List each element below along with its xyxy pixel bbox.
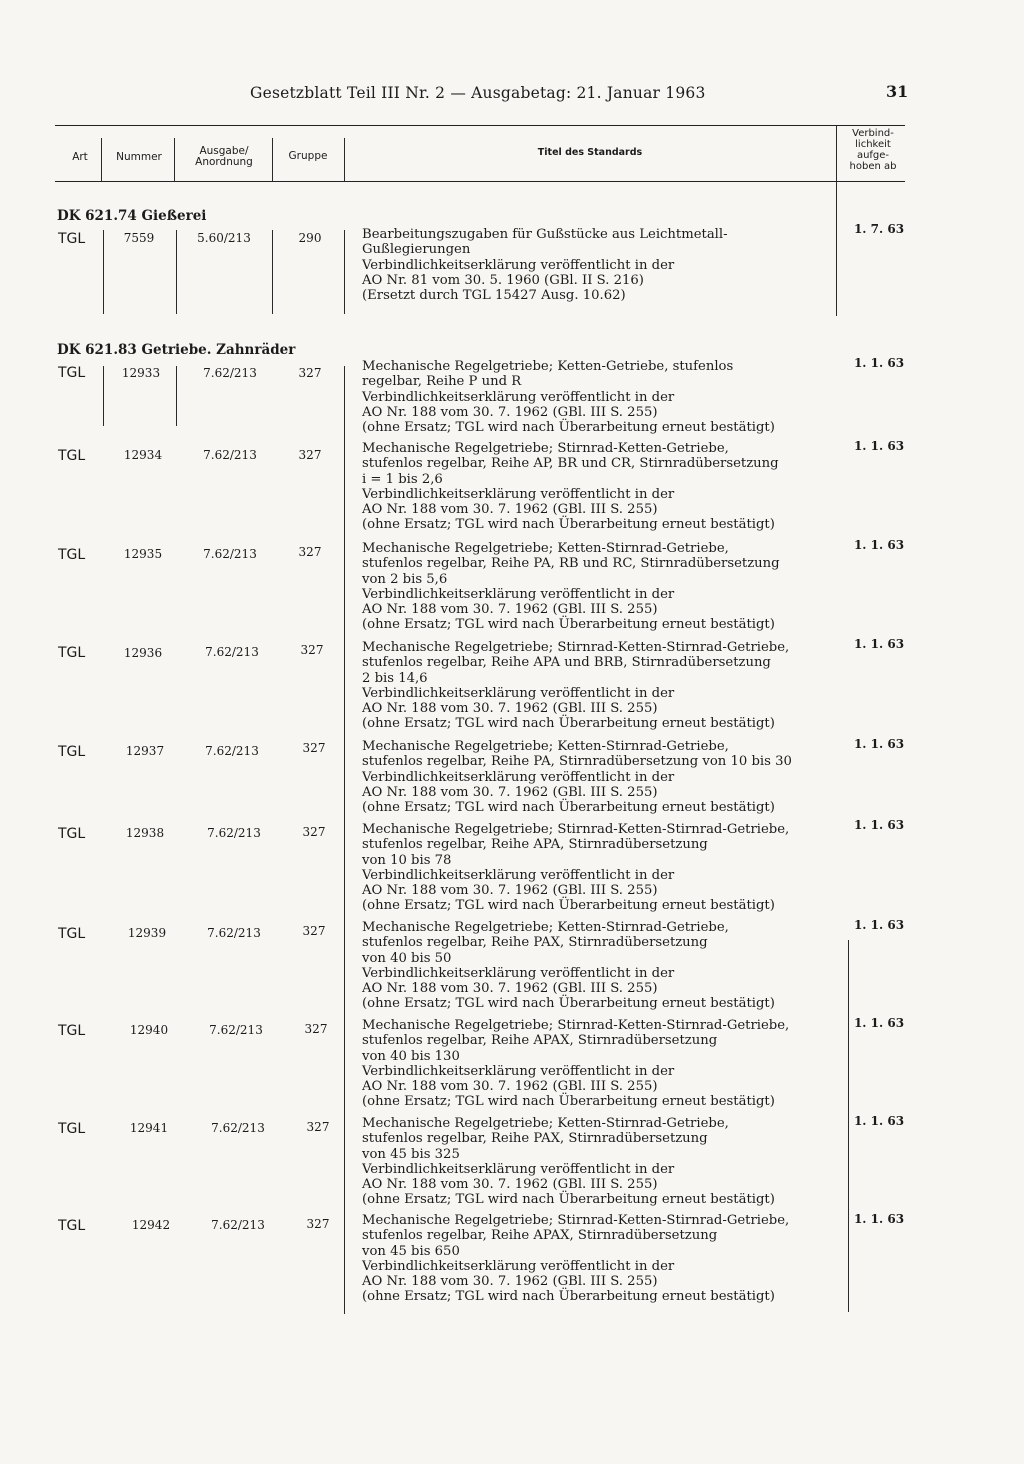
titel-line: Verbindlichkeitserklärung veröffentlicht in der	[362, 486, 675, 502]
cell-gruppe: 327	[302, 825, 326, 839]
titel-line: 2 bis 14,6	[362, 670, 428, 686]
cell-verbindlichkeit: 1. 1. 63	[853, 637, 905, 651]
cell-ausgabe: 7.62/213	[207, 926, 261, 940]
cell-titel	[362, 227, 840, 303]
titel-line: AO Nr. 188 vom 30. 7. 1962 (GBl. III S. 255)	[362, 1079, 658, 1095]
cell-gruppe: 327	[302, 924, 326, 938]
titel-line: von 2 bis 5,6	[362, 571, 448, 587]
titel-line: AO Nr. 188 vom 30. 7. 1962 (GBl. III S. 255)	[362, 1274, 658, 1290]
titel-line: (ohne Ersatz; TGL wird nach Überarbeitung erneut bestätigt)	[362, 1289, 775, 1305]
header-ausgabe	[178, 146, 270, 168]
titel-line: Verbindlichkeitserklärung veröffentlicht in der	[362, 1063, 675, 1079]
cell-verbindlichkeit: 1. 1. 63	[853, 737, 905, 751]
cell-art: TGL	[58, 744, 86, 760]
cell-titel	[362, 640, 840, 732]
cell-ausgabe: 5.60/213	[197, 231, 251, 245]
cell-art: TGL	[58, 826, 86, 842]
header-nummer: Nummer	[116, 151, 162, 163]
header-divider	[344, 138, 345, 181]
cell-titel	[362, 822, 840, 914]
titel-line: Mechanische Regelgetriebe; Stirnrad-Ketten-Stirnrad-Getriebe,	[362, 1018, 790, 1033]
titel-line: stufenlos regelbar, Reihe AP, BR und CR, Stirnradübersetzung	[362, 456, 779, 472]
cell-verbindlichkeit: 1. 7. 63	[853, 222, 905, 236]
column-divider	[176, 366, 177, 426]
cell-ausgabe: 7.62/213	[207, 826, 261, 840]
cell-art: TGL	[58, 645, 86, 661]
cell-nummer: 12934	[123, 448, 163, 462]
cell-titel	[362, 1018, 840, 1110]
titel-line: Bearbeitungszugaben für Gußstücke aus Leichtmetall-	[362, 227, 728, 242]
cell-gruppe: 327	[298, 448, 322, 462]
titel-line: Gußlegierungen	[362, 242, 471, 258]
titel-line: Mechanische Regelgetriebe; Ketten-Stirnrad-Getriebe,	[362, 1116, 729, 1131]
titel-line: von 40 bis 50	[362, 950, 452, 966]
cell-art: TGL	[58, 365, 86, 381]
table-top-rule	[55, 125, 905, 126]
titel-line: Verbindlichkeitserklärung veröffentlicht in der	[362, 257, 675, 273]
header-verbindlichkeit	[838, 128, 908, 172]
cell-ausgabe: 7.62/213	[205, 744, 259, 758]
cell-art: TGL	[58, 926, 86, 942]
titel-line: Mechanische Regelgetriebe; Stirnrad-Ketten-Stirnrad-Getriebe,	[362, 1213, 790, 1228]
column-divider	[344, 366, 345, 1314]
header-title: Gesetzblatt Teil III Nr. 2 — Ausgabetag: 21. Januar 1963	[250, 84, 706, 102]
cell-verbindlichkeit: 1. 1. 63	[853, 1114, 905, 1128]
titel-line: Verbindlichkeitserklärung veröffentlicht in der	[362, 586, 675, 602]
cell-ausgabe: 7.62/213	[209, 1023, 263, 1037]
titel-line: stufenlos regelbar, Reihe PA, RB und RC, Stirnradübersetzung	[362, 556, 780, 572]
cell-ausgabe: 7.62/213	[203, 547, 257, 561]
cell-gruppe: 327	[306, 1217, 330, 1231]
cell-verbindlichkeit: 1. 1. 63	[853, 918, 905, 932]
column-divider	[103, 230, 104, 314]
cell-gruppe: 327	[302, 741, 326, 755]
titel-line: von 45 bis 650	[362, 1243, 460, 1259]
titel-line: Mechanische Regelgetriebe; Ketten-Getriebe, stufenlos	[362, 359, 734, 374]
titel-line: Mechanische Regelgetriebe; Stirnrad-Ketten-Stirnrad-Getriebe,	[362, 640, 790, 655]
cell-titel	[362, 1213, 840, 1305]
titel-line: Verbindlichkeitserklärung veröffentlicht in der	[362, 389, 675, 405]
cell-art: TGL	[58, 547, 86, 563]
titel-line: AO Nr. 188 vom 30. 7. 1962 (GBl. III S. 255)	[362, 784, 658, 800]
cell-nummer: 12937	[125, 744, 165, 758]
titel-line: (ohne Ersatz; TGL wird nach Überarbeitung erneut bestätigt)	[362, 617, 775, 633]
titel-line: regelbar, Reihe P und R	[362, 374, 522, 390]
cell-nummer: 12940	[129, 1023, 169, 1037]
header-titel: Titel des Standards	[537, 147, 643, 158]
cell-gruppe: 327	[304, 1022, 328, 1036]
titel-line: AO Nr. 188 vom 30. 7. 1962 (GBl. III S. 255)	[362, 1177, 658, 1193]
titel-line: AO Nr. 188 vom 30. 7. 1962 (GBl. III S. 255)	[362, 883, 658, 899]
titel-line: stufenlos regelbar, Reihe PAX, Stirnradübersetzung	[362, 1131, 708, 1147]
cell-art: TGL	[58, 1121, 86, 1137]
titel-line: Mechanische Regelgetriebe; Stirnrad-Ketten-Stirnrad-Getriebe,	[362, 822, 790, 837]
header-verb-line1: Verbind-	[852, 128, 894, 139]
cell-gruppe: 327	[300, 643, 324, 657]
header-ausgabe-line2: Anordnung	[195, 156, 253, 168]
titel-line: (ohne Ersatz; TGL wird nach Überarbeitung erneut bestätigt)	[362, 996, 775, 1012]
titel-line: (ohne Ersatz; TGL wird nach Überarbeitung erneut bestätigt)	[362, 898, 775, 914]
cell-verbindlichkeit: 1. 1. 63	[853, 1016, 905, 1030]
header-verb-line2: lichkeit	[855, 139, 891, 150]
cell-gruppe: 290	[298, 231, 322, 245]
titel-line: Verbindlichkeitserklärung veröffentlicht in der	[362, 867, 675, 883]
titel-line: Mechanische Regelgetriebe; Ketten-Stirnrad-Getriebe,	[362, 920, 729, 935]
titel-line: Verbindlichkeitserklärung veröffentlicht in der	[362, 965, 675, 981]
titel-line: Verbindlichkeitserklärung veröffentlicht in der	[362, 1258, 675, 1274]
cell-verbindlichkeit: 1. 1. 63	[853, 1212, 905, 1226]
titel-line: Verbindlichkeitserklärung veröffentlicht in der	[362, 1161, 675, 1177]
titel-line: Mechanische Regelgetriebe; Stirnrad-Ketten-Getriebe,	[362, 441, 729, 456]
titel-line: stufenlos regelbar, Reihe APAX, Stirnradübersetzung	[362, 1033, 718, 1049]
cell-titel	[362, 541, 840, 633]
header-art: Art	[72, 151, 88, 163]
titel-line: Verbindlichkeitserklärung veröffentlicht in der	[362, 769, 675, 785]
titel-line: stufenlos regelbar, Reihe APA und BRB, Stirnradübersetzung	[362, 655, 771, 671]
titel-line: Mechanische Regelgetriebe; Ketten-Stirnrad-Getriebe,	[362, 739, 729, 754]
titel-line: AO Nr. 188 vom 30. 7. 1962 (GBl. III S. 255)	[362, 404, 658, 420]
cell-nummer: 12941	[129, 1121, 169, 1135]
cell-nummer: 7559	[123, 231, 155, 245]
header-gruppe: Gruppe	[288, 150, 328, 162]
header-divider	[101, 138, 102, 181]
titel-line: AO Nr. 188 vom 30. 7. 1962 (GBl. III S. 255)	[362, 701, 658, 717]
titel-line: Verbindlichkeitserklärung veröffentlicht in der	[362, 685, 675, 701]
cell-nummer: 12942	[131, 1218, 171, 1232]
titel-line: von 45 bis 325	[362, 1146, 460, 1162]
cell-art: TGL	[58, 1218, 86, 1234]
cell-titel	[362, 441, 840, 533]
header-verb-line3: aufge-	[856, 150, 890, 161]
header-ausgabe-line1: Ausgabe/	[199, 145, 249, 157]
cell-verbindlichkeit: 1. 1. 63	[853, 818, 905, 832]
titel-line: (ohne Ersatz; TGL wird nach Überarbeitung erneut bestätigt)	[362, 1094, 775, 1110]
cell-ausgabe: 7.62/213	[211, 1218, 265, 1232]
cell-ausgabe: 7.62/213	[203, 366, 257, 380]
titel-line: (ohne Ersatz; TGL wird nach Überarbeitung erneut bestätigt)	[362, 800, 775, 816]
column-divider	[103, 366, 104, 426]
cell-art: TGL	[58, 1023, 86, 1039]
cell-verbindlichkeit: 1. 1. 63	[853, 356, 905, 370]
cell-titel	[362, 920, 840, 1012]
cell-nummer: 12933	[121, 366, 161, 380]
column-divider	[272, 230, 273, 314]
table-header-rule	[55, 181, 905, 182]
titel-line: AO Nr. 188 vom 30. 7. 1962 (GBl. III S. 255)	[362, 502, 658, 518]
titel-line: AO Nr. 188 vom 30. 7. 1962 (GBl. III S. 255)	[362, 602, 658, 618]
titel-line: stufenlos regelbar, Reihe PA, Stirnradübersetzung von 10 bis 30	[362, 754, 792, 770]
titel-line: von 40 bis 130	[362, 1048, 460, 1064]
titel-line: von 10 bis 78	[362, 852, 452, 868]
cell-nummer: 12935	[123, 547, 163, 561]
titel-line: i = 1 bis 2,6	[362, 471, 443, 487]
titel-line: (ohne Ersatz; TGL wird nach Überarbeitung erneut bestätigt)	[362, 716, 775, 732]
titel-line: Mechanische Regelgetriebe; Ketten-Stirnrad-Getriebe,	[362, 541, 729, 556]
titel-line: (Ersetzt durch TGL 15427 Ausg. 10.62)	[362, 288, 626, 304]
section-title: DK 621.74 Gießerei	[57, 208, 207, 224]
titel-line: (ohne Ersatz; TGL wird nach Überarbeitung erneut bestätigt)	[362, 517, 775, 533]
titel-line: (ohne Ersatz; TGL wird nach Überarbeitung erneut bestätigt)	[362, 420, 775, 436]
titel-line: stufenlos regelbar, Reihe APA, Stirnradübersetzung	[362, 837, 708, 853]
cell-nummer: 12938	[125, 826, 165, 840]
cell-art: TGL	[58, 448, 86, 464]
column-divider	[344, 230, 345, 314]
cell-verbindlichkeit: 1. 1. 63	[853, 538, 905, 552]
section-title: DK 621.83 Getriebe. Zahnräder	[57, 342, 296, 358]
cell-titel	[362, 739, 840, 815]
titel-line: AO Nr. 188 vom 30. 7. 1962 (GBl. III S. 255)	[362, 981, 658, 997]
cell-titel	[362, 359, 840, 435]
cell-gruppe: 327	[298, 366, 322, 380]
header-divider	[174, 138, 175, 181]
titel-line: AO Nr. 81 vom 30. 5. 1960 (GBl. II S. 216)	[362, 272, 644, 288]
column-divider	[836, 181, 837, 316]
cell-gruppe: 327	[306, 1120, 330, 1134]
titel-line: (ohne Ersatz; TGL wird nach Überarbeitung erneut bestätigt)	[362, 1192, 775, 1208]
cell-verbindlichkeit: 1. 1. 63	[853, 439, 905, 453]
cell-ausgabe: 7.62/213	[203, 448, 257, 462]
cell-ausgabe: 7.62/213	[211, 1121, 265, 1135]
column-divider	[176, 230, 177, 314]
cell-ausgabe: 7.62/213	[205, 645, 259, 659]
cell-nummer: 12939	[127, 926, 167, 940]
cell-nummer: 12936	[123, 646, 163, 660]
header-divider	[272, 138, 273, 181]
cell-titel	[362, 1116, 840, 1208]
header-divider	[836, 126, 837, 181]
page-number: 31	[886, 82, 909, 101]
titel-line: stufenlos regelbar, Reihe PAX, Stirnradübersetzung	[362, 935, 708, 951]
cell-art: TGL	[58, 231, 86, 247]
header-verb-line4: hoben ab	[849, 161, 897, 172]
cell-gruppe: 327	[298, 545, 322, 559]
titel-line: stufenlos regelbar, Reihe APAX, Stirnradübersetzung	[362, 1228, 718, 1244]
